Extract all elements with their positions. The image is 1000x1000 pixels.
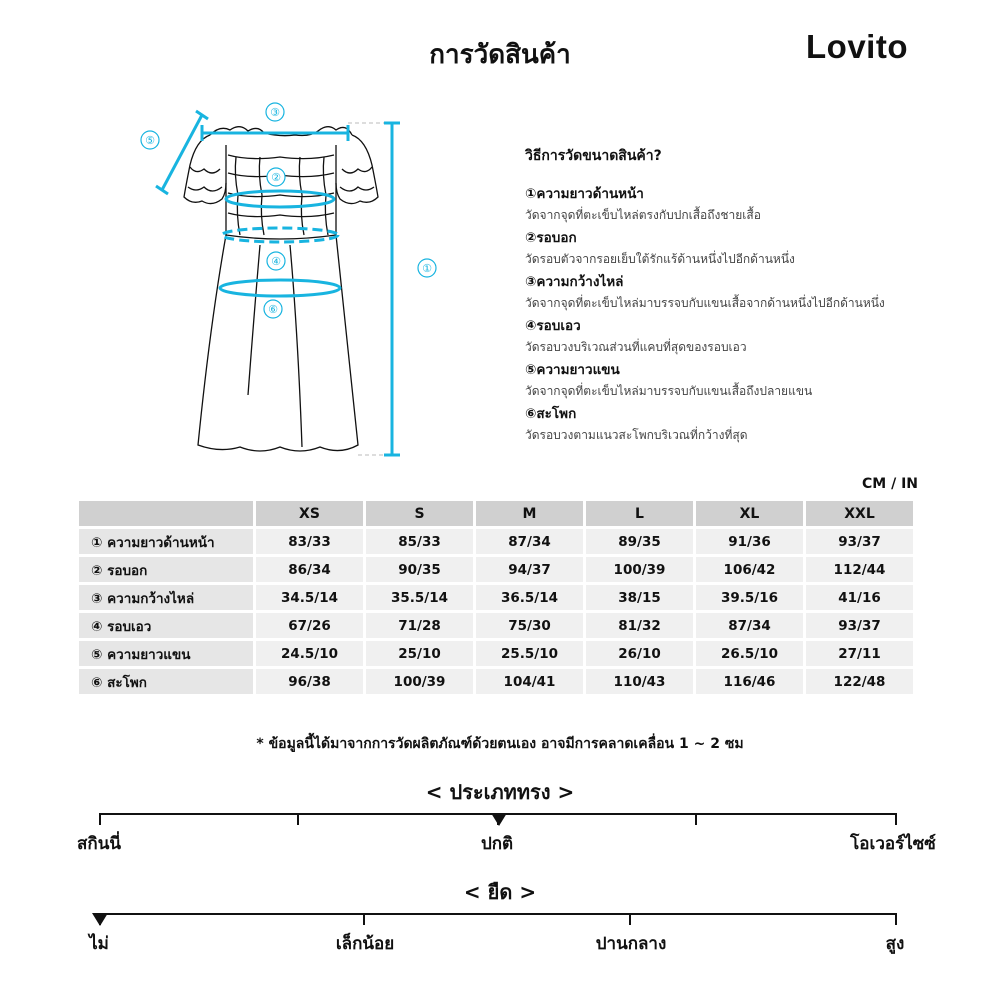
guide-item-desc: วัดรอบตัวจากรอยเย็บใต้รักแร้ด้านหนึ่งไปอีกด้านหนึ่ง — [525, 252, 795, 266]
fit-scale-tick — [297, 813, 299, 825]
table-cell: 25.5/10 — [476, 641, 583, 666]
stretch-scale-line — [99, 913, 897, 915]
row-label: ① ความยาวด้านหน้า — [79, 529, 253, 554]
marker-3 — [266, 103, 284, 121]
table-cell: 75/30 — [476, 613, 583, 638]
row-label: ③ ความกว้างไหล่ — [79, 585, 253, 610]
guide-item-hips — [525, 403, 955, 445]
table-row — [79, 641, 913, 666]
guide-item-name: ①ความยาวด้านหน้า — [525, 186, 644, 202]
table-cell: 25/10 — [366, 641, 473, 666]
table-cell: 36.5/14 — [476, 585, 583, 610]
size-header: L — [586, 501, 693, 526]
guide-item-desc: วัดจากจุดที่ตะเข็บไหล่มาบรรจบกับแขนเสื้อจากด้านหนึ่งไปอีกด้านหนึ่ง — [525, 296, 885, 310]
table-row — [79, 585, 913, 610]
table-row — [79, 529, 913, 554]
stretch-label-none: ไม่ — [89, 934, 109, 954]
table-cell: 86/34 — [256, 557, 363, 582]
table-cell: 91/36 — [696, 529, 803, 554]
table-cell: 116/46 — [696, 669, 803, 694]
svg-text:②: ② — [271, 171, 281, 184]
table-cell: 41/16 — [806, 585, 913, 610]
marker-2 — [267, 168, 285, 186]
brand-logo: Lovito — [806, 28, 908, 65]
fit-scale-tick — [99, 813, 101, 825]
stretch-label-high: สูง — [885, 934, 905, 954]
table-cell: 71/28 — [366, 613, 473, 638]
table-cell: 104/41 — [476, 669, 583, 694]
size-table — [76, 498, 916, 697]
table-cell: 34.5/14 — [256, 585, 363, 610]
guide-item-bust — [525, 227, 955, 269]
row-label: ⑥ สะโพก — [79, 669, 253, 694]
size-header: XL — [696, 501, 803, 526]
table-cell: 90/35 — [366, 557, 473, 582]
guide-item-name: ⑤ความยาวแขน — [525, 362, 620, 378]
table-cell: 112/44 — [806, 557, 913, 582]
size-header: M — [476, 501, 583, 526]
svg-text:①: ① — [422, 262, 432, 275]
guide-item-waist — [525, 315, 955, 357]
guide-item-name: ②รอบอก — [525, 230, 577, 246]
measurement-note: * ข้อมูลนี้ได้มาจากการวัดผลิตภัณฑ์ด้วยตนเอง อาจมีการคลาดเคลื่อน 1 ~ 2 ซม — [256, 736, 744, 752]
fit-scale-tick — [695, 813, 697, 825]
table-cell: 87/34 — [476, 529, 583, 554]
table-cell: 94/37 — [476, 557, 583, 582]
table-cell: 67/26 — [256, 613, 363, 638]
fit-label-regular: ปกติ — [480, 834, 514, 854]
table-cell: 122/48 — [806, 669, 913, 694]
stretch-label-slight: เล็กน้อย — [335, 934, 395, 954]
table-row — [79, 613, 913, 638]
guide-item-shoulder — [525, 271, 955, 313]
guide-item-name: ③ความกว้างไหล่ — [525, 274, 624, 290]
guide-item-name: ⑥สะโพก — [525, 406, 577, 422]
guide-item-desc: วัดจากจุดที่ตะเข็บไหล่มาบรรจบกับแขนเสื้อถึงปลายแขน — [525, 384, 813, 398]
svg-text:③: ③ — [270, 106, 280, 119]
guide-item-desc: วัดรอบวงตามแนวสะโพกบริเวณที่กว้างที่สุด — [525, 428, 748, 442]
svg-text:④: ④ — [271, 255, 281, 268]
marker-6 — [264, 300, 282, 318]
table-cell: 96/38 — [256, 669, 363, 694]
table-header-row — [79, 501, 913, 526]
table-cell: 38/15 — [586, 585, 693, 610]
stretch-scale-tick — [363, 913, 365, 925]
table-cell: 87/34 — [696, 613, 803, 638]
table-row — [79, 557, 913, 582]
fit-scale-marker — [491, 813, 507, 826]
stretch-scale-tick — [895, 913, 897, 925]
table-cell: 26.5/10 — [696, 641, 803, 666]
guide-heading: วิธีการวัดขนาดสินค้า? — [525, 148, 662, 164]
table-cell: 106/42 — [696, 557, 803, 582]
table-cell: 35.5/14 — [366, 585, 473, 610]
table-cell: 85/33 — [366, 529, 473, 554]
row-label: ⑤ ความยาวแขน — [79, 641, 253, 666]
guide-item-front-length — [525, 183, 955, 225]
fit-label-oversize: โอเวอร์ไซซ์ — [850, 834, 936, 854]
size-header: XS — [256, 501, 363, 526]
stretch-scale-marker — [92, 913, 108, 926]
svg-text:⑥: ⑥ — [268, 303, 278, 316]
svg-text:⑤: ⑤ — [145, 134, 155, 147]
guide-item-name: ④รอบเอว — [525, 318, 581, 334]
stretch-label-medium: ปานกลาง — [595, 934, 667, 954]
fit-label-skinny: สกินนี่ — [77, 834, 121, 854]
table-cell: 110/43 — [586, 669, 693, 694]
stretch-scale-title: < ยืด > — [463, 880, 537, 904]
marker-5 — [141, 131, 159, 149]
guide-item-desc: วัดรอบวงบริเวณส่วนที่แคบที่สุดของรอบเอว — [525, 340, 747, 354]
page-title: การวัดสินค้า — [429, 40, 571, 70]
guide-item-sleeve — [525, 359, 955, 401]
measurement-guide — [525, 145, 955, 447]
fit-scale-tick — [895, 813, 897, 825]
row-label: ② รอบอก — [79, 557, 253, 582]
table-corner-cell — [79, 501, 253, 526]
table-cell: 39.5/16 — [696, 585, 803, 610]
table-cell: 93/37 — [806, 529, 913, 554]
table-cell: 89/35 — [586, 529, 693, 554]
table-cell: 83/33 — [256, 529, 363, 554]
dress-measurement-diagram — [130, 95, 460, 465]
stretch-scale-tick — [629, 913, 631, 925]
table-cell: 27/11 — [806, 641, 913, 666]
table-cell: 26/10 — [586, 641, 693, 666]
table-row — [79, 669, 913, 694]
size-header: S — [366, 501, 473, 526]
table-cell: 100/39 — [586, 557, 693, 582]
table-cell: 81/32 — [586, 613, 693, 638]
table-cell: 93/37 — [806, 613, 913, 638]
marker-1 — [418, 259, 436, 277]
marker-4 — [267, 252, 285, 270]
unit-label: CM / IN — [862, 476, 918, 492]
guide-item-desc: วัดจากจุดที่ตะเข็บไหล่ตรงกับปกเสื้อถึงชายเสื้อ — [525, 208, 761, 222]
table-cell: 100/39 — [366, 669, 473, 694]
table-cell: 24.5/10 — [256, 641, 363, 666]
fit-scale-title: < ประเภททรง > — [425, 780, 575, 804]
row-label: ④ รอบเอว — [79, 613, 253, 638]
size-header: XXL — [806, 501, 913, 526]
